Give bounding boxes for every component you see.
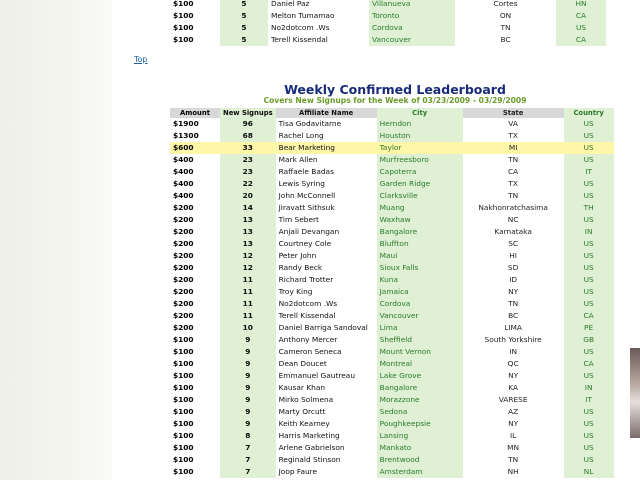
city-cell: Waxhaw [377, 214, 463, 226]
city-cell: Murfreesboro [377, 154, 463, 166]
table-row [170, 154, 614, 166]
table-row [170, 430, 614, 442]
amount-cell: $400 [173, 191, 194, 200]
signups-cell: 13 [220, 226, 276, 238]
signups-cell: 22 [220, 178, 276, 190]
col-new-signups: New Signups [220, 108, 276, 118]
state-cell: NY [508, 371, 519, 380]
state-cell: TN [500, 23, 511, 32]
signups-cell: 68 [220, 130, 276, 142]
amount-cell: $200 [173, 215, 194, 224]
city-cell: Kuna [377, 274, 463, 286]
city-cell: Jamaica [377, 286, 463, 298]
amount-cell: $200 [173, 323, 194, 332]
table-row [170, 214, 614, 226]
country-cell: PE [564, 322, 614, 334]
signups-cell: 9 [220, 370, 276, 382]
country-cell: US [556, 22, 606, 34]
city-cell: Muang [377, 202, 463, 214]
col-country: Country [564, 108, 614, 118]
city-cell: Morazzone [377, 394, 463, 406]
country-cell: IT [564, 394, 614, 406]
state-cell: AZ [508, 407, 519, 416]
amount-cell: $100 [173, 395, 194, 404]
affiliate-name-cell: Raffaele Badas [278, 167, 334, 176]
city-cell: Capoterra [377, 166, 463, 178]
city-cell: Sheffield [377, 334, 463, 346]
state-cell: VARESE [498, 395, 528, 404]
affiliate-name-cell: Arlene Gabrielson [278, 443, 345, 452]
col-amount: Amount [170, 108, 220, 118]
table-row [170, 130, 614, 142]
table-row [170, 10, 606, 22]
affiliate-name-cell: Anthony Mercer [278, 335, 338, 344]
country-cell: US [564, 262, 614, 274]
affiliate-name-cell: Randy Beck [278, 263, 323, 272]
signups-cell: 8 [220, 430, 276, 442]
city-cell: Bangalore [377, 226, 463, 238]
country-cell: CA [564, 358, 614, 370]
amount-cell: $1300 [173, 131, 199, 140]
amount-cell: $400 [173, 167, 194, 176]
affiliate-name-cell: Emmanuel Gautreau [278, 371, 356, 380]
col-affiliate-name: Affiliate Name [276, 108, 377, 118]
country-cell: US [564, 346, 614, 358]
table-row [170, 286, 614, 298]
signups-cell: 14 [220, 202, 276, 214]
amount-cell: $200 [173, 251, 194, 260]
country-cell: US [564, 142, 614, 154]
state-cell: ON [499, 11, 512, 20]
country-cell: US [564, 238, 614, 250]
city-cell: Taylor [377, 142, 463, 154]
city-cell: Houston [377, 130, 463, 142]
state-cell: MN [507, 443, 520, 452]
signups-cell: 11 [220, 286, 276, 298]
signups-cell: 11 [220, 310, 276, 322]
country-cell: US [564, 286, 614, 298]
table-row [170, 370, 614, 382]
signups-cell: 12 [220, 262, 276, 274]
city-cell: Montreal [377, 358, 463, 370]
signups-cell: 9 [220, 394, 276, 406]
table-row [170, 0, 606, 10]
country-cell: US [564, 118, 614, 130]
country-cell: US [564, 154, 614, 166]
table-row [170, 202, 614, 214]
affiliate-name-cell: No2dotcom .Ws [271, 23, 330, 32]
affiliate-name-cell: Cameron Seneca [278, 347, 342, 356]
amount-cell: $100 [173, 383, 194, 392]
affiliate-name-cell: Reginald Stinson [278, 455, 341, 464]
city-cell: Sioux Falls [377, 262, 463, 274]
city-cell: Mount Vernon [377, 346, 463, 358]
amount-cell: $100 [173, 371, 194, 380]
signups-cell: 11 [220, 298, 276, 310]
table-row [170, 274, 614, 286]
amount-cell: $400 [173, 179, 194, 188]
affiliate-name-cell: Kausar Khan [278, 383, 326, 392]
state-cell: Nakhonratchasima [478, 203, 548, 212]
affiliate-name-cell: Anjali Devangan [278, 227, 340, 236]
amount-cell: $200 [173, 311, 194, 320]
affiliate-name-cell: Troy King [278, 287, 313, 296]
affiliate-name-cell: Rachel Long [278, 131, 324, 140]
country-cell: US [564, 130, 614, 142]
country-cell: US [564, 178, 614, 190]
affiliate-name-cell: Peter John [278, 251, 317, 260]
state-cell: BC [500, 35, 511, 44]
table-row [170, 226, 614, 238]
affiliate-name-cell: Keith Kearney [278, 419, 330, 428]
country-cell: IN [564, 382, 614, 394]
table-row [170, 310, 614, 322]
amount-cell: $100 [173, 407, 194, 416]
signups-cell: 96 [220, 118, 276, 130]
country-cell: TH [564, 202, 614, 214]
country-cell: US [564, 430, 614, 442]
signups-cell: 33 [220, 142, 276, 154]
amount-cell: $100 [173, 335, 194, 344]
table-row [170, 346, 614, 358]
weekly-leaderboard-table [170, 108, 614, 478]
table-row [170, 142, 614, 154]
amount-cell: $100 [173, 455, 194, 464]
state-cell: TN [508, 191, 519, 200]
previous-leaderboard-body [170, 0, 606, 46]
amount-cell: $200 [173, 239, 194, 248]
city-cell: Vancouver [369, 34, 455, 46]
amount-cell: $100 [173, 35, 194, 44]
signups-cell: 5 [220, 22, 268, 34]
affiliate-name-cell: Tisa Godavitarne [278, 119, 342, 128]
city-cell: Maui [377, 250, 463, 262]
affiliate-name-cell: Daniel Paz [271, 0, 310, 8]
table-row [170, 166, 614, 178]
affiliate-name-cell: Mirko Solmena [278, 395, 334, 404]
state-cell: SD [507, 263, 519, 272]
amount-cell: $100 [173, 419, 194, 428]
state-cell: KA [508, 383, 519, 392]
affiliate-name-cell: John McConnell [278, 191, 336, 200]
city-cell: Herndon [377, 118, 463, 130]
signups-cell: 13 [220, 214, 276, 226]
signups-cell: 9 [220, 382, 276, 394]
country-cell: US [564, 406, 614, 418]
table-row [170, 238, 614, 250]
amount-cell: $400 [173, 155, 194, 164]
left-margin-strip [0, 0, 112, 480]
city-cell: Bluffton [377, 238, 463, 250]
affiliate-name-cell: Tim Sebert [278, 215, 319, 224]
affiliate-name-cell: Melton Tumamao [271, 11, 335, 20]
country-cell: US [564, 274, 614, 286]
state-cell: NH [507, 467, 519, 476]
country-cell: NL [564, 466, 614, 478]
country-cell: IT [564, 166, 614, 178]
signups-cell: 13 [220, 238, 276, 250]
country-cell: US [564, 370, 614, 382]
state-cell: TX [508, 179, 518, 188]
table-row [170, 250, 614, 262]
state-cell: BC [508, 311, 519, 320]
affiliate-name-cell: Daniel Barriga Sandoval [278, 323, 368, 332]
signups-cell: 9 [220, 334, 276, 346]
state-cell: TX [508, 131, 518, 140]
state-cell: LIMA [504, 323, 522, 332]
affiliate-name-cell: Marty Orcutt [278, 407, 326, 416]
amount-cell: $1900 [173, 119, 199, 128]
country-cell: CA [556, 34, 606, 46]
state-cell: MI [463, 142, 564, 154]
leaderboard-title: Weekly Confirmed Leaderboard [284, 82, 506, 97]
amount-cell: $600 [170, 142, 220, 154]
country-cell: IN [564, 226, 614, 238]
city-cell: Vancouver [377, 310, 463, 322]
country-cell: US [564, 454, 614, 466]
amount-cell: $100 [173, 443, 194, 452]
table-row [170, 322, 614, 334]
signups-cell: 7 [220, 442, 276, 454]
table-row [170, 418, 614, 430]
country-cell: US [564, 298, 614, 310]
affiliate-name-cell: Dean Doucet [278, 359, 327, 368]
amount-cell: $100 [173, 431, 194, 440]
amount-cell: $200 [173, 275, 194, 284]
affiliate-name-cell: Bear Marketing [276, 142, 377, 154]
signups-cell: 9 [220, 346, 276, 358]
amount-cell: $100 [173, 467, 194, 476]
header-row [170, 108, 614, 118]
table-row [170, 406, 614, 418]
affiliate-name-cell: No2dotcom .Ws [278, 299, 338, 308]
city-cell: Poughkeepsie [377, 418, 463, 430]
amount-cell: $200 [173, 227, 194, 236]
table-row [170, 382, 614, 394]
affiliate-name-cell: Terell Kissendal [271, 35, 328, 44]
table-row [170, 262, 614, 274]
state-cell: ID [509, 275, 518, 284]
country-cell: CA [556, 10, 606, 22]
affiliate-name-cell: Jiravatt Sithsuk [278, 203, 335, 212]
city-cell: Mankato [377, 442, 463, 454]
state-cell: Cortes [493, 0, 518, 8]
city-cell: Amsterdam [377, 466, 463, 478]
signups-cell: 7 [220, 454, 276, 466]
affiliate-name-cell: Terell Kissendal [278, 311, 336, 320]
amount-cell: $100 [173, 11, 194, 20]
col-city: City [377, 108, 463, 118]
previous-leaderboard-table [170, 0, 606, 46]
signups-cell: 10 [220, 322, 276, 334]
city-cell: Lake Grove [377, 370, 463, 382]
state-cell: NY [508, 419, 519, 428]
state-cell: TN [508, 155, 519, 164]
city-cell: Bangalore [377, 382, 463, 394]
signups-cell: 5 [220, 10, 268, 22]
leaderboard-body [170, 118, 614, 478]
city-cell: Lima [377, 322, 463, 334]
signups-cell: 11 [220, 274, 276, 286]
country-cell: US [564, 418, 614, 430]
signups-cell: 9 [220, 418, 276, 430]
city-cell: Villanueva [369, 0, 455, 10]
signups-cell: 23 [220, 166, 276, 178]
table-row [170, 334, 614, 346]
table-row [170, 394, 614, 406]
amount-cell: $100 [173, 347, 194, 356]
country-cell: CA [564, 310, 614, 322]
city-cell: Cordova [377, 298, 463, 310]
signups-cell: 5 [220, 0, 268, 10]
table-row [170, 22, 606, 34]
city-cell: Sedona [377, 406, 463, 418]
top-link[interactable]: Top [134, 55, 148, 64]
signups-cell: 9 [220, 358, 276, 370]
state-cell: HI [509, 251, 517, 260]
table-row [170, 118, 614, 130]
state-cell: IL [509, 431, 517, 440]
table-row [170, 190, 614, 202]
amount-cell: $200 [173, 203, 194, 212]
country-cell: US [564, 250, 614, 262]
affiliate-name-cell: Harris Marketing [278, 431, 340, 440]
affiliate-name-cell: Mark Allen [278, 155, 318, 164]
city-cell: Clarksville [377, 190, 463, 202]
city-cell: Cordova [369, 22, 455, 34]
leaderboard-subtitle: Covers New Signups for the Week of 03/23/2009 - 03/29/2009 [263, 96, 527, 105]
table-row [170, 466, 614, 478]
city-cell: Lansing [377, 430, 463, 442]
country-cell: US [564, 442, 614, 454]
signups-cell: 20 [220, 190, 276, 202]
affiliate-name-cell: Lewis Syring [278, 179, 325, 188]
country-cell: US [564, 214, 614, 226]
partial-photo-edge [630, 348, 640, 438]
col-state: State [463, 108, 564, 118]
table-row [170, 34, 606, 46]
country-cell: GB [564, 334, 614, 346]
signups-cell: 12 [220, 250, 276, 262]
leaderboard-header [170, 108, 614, 118]
state-cell: NY [508, 287, 519, 296]
signups-cell: 23 [220, 154, 276, 166]
city-cell: Toronto [369, 10, 455, 22]
table-row [170, 178, 614, 190]
state-cell: QC [507, 359, 519, 368]
city-cell: Garden Ridge [377, 178, 463, 190]
table-row [170, 454, 614, 466]
amount-cell: $100 [173, 0, 194, 8]
affiliate-name-cell: Richard Trotter [278, 275, 334, 284]
amount-cell: $200 [173, 299, 194, 308]
state-cell: NC [507, 215, 519, 224]
amount-cell: $200 [173, 263, 194, 272]
amount-cell: $100 [173, 23, 194, 32]
state-cell: IN [509, 347, 517, 356]
city-cell: Brentwood [377, 454, 463, 466]
state-cell: TN [508, 299, 519, 308]
state-cell: South Yorkshire [484, 335, 542, 344]
table-row [170, 358, 614, 370]
signups-cell: 7 [220, 466, 276, 478]
amount-cell: $100 [173, 359, 194, 368]
signups-cell: 9 [220, 406, 276, 418]
state-cell: SC [508, 239, 519, 248]
amount-cell: $200 [173, 287, 194, 296]
country-cell: US [564, 190, 614, 202]
state-cell: VA [508, 119, 518, 128]
affiliate-name-cell: Joop Faure [278, 467, 318, 476]
state-cell: TN [508, 455, 519, 464]
state-cell: CA [508, 167, 519, 176]
affiliate-name-cell: Courtney Cole [278, 239, 332, 248]
signups-cell: 5 [220, 34, 268, 46]
table-row [170, 298, 614, 310]
table-row [170, 442, 614, 454]
state-cell: Karnataka [494, 227, 532, 236]
country-cell: HN [556, 0, 606, 10]
